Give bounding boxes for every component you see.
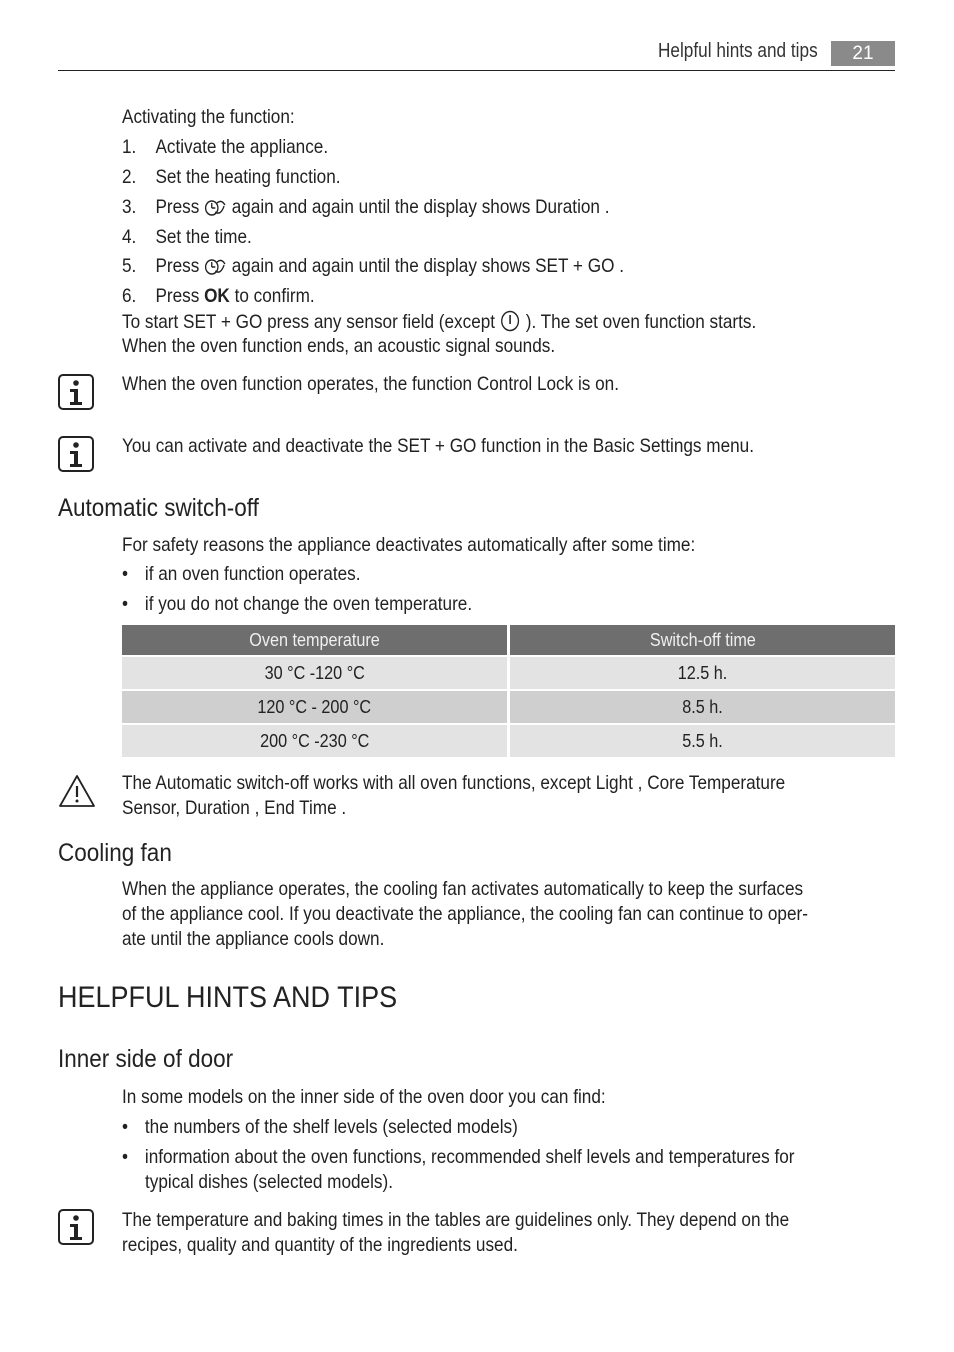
warning-icon bbox=[57, 773, 97, 814]
note-basic-settings: You can activate and deactivate the SET + GO function in the Basic Settings menu. bbox=[122, 435, 754, 457]
step-text: Press bbox=[155, 196, 200, 218]
note-control-lock: When the oven function operates, the function Control Lock is on. bbox=[122, 373, 619, 395]
running-header-title: Helpful hints and tips bbox=[658, 40, 818, 62]
table-cell bbox=[510, 691, 895, 725]
start-text: To start SET + GO press any sensor field (except bbox=[122, 311, 496, 333]
column-header-oven-temperature bbox=[122, 625, 510, 657]
step-5 bbox=[122, 254, 624, 282]
note-guidelines-line2: recipes, quality and quantity of the ingredients used. bbox=[122, 1234, 518, 1256]
start-text-cont: ). The set oven function starts. bbox=[525, 311, 757, 333]
cell-text: 12.5 h. bbox=[677, 662, 728, 683]
cooling-fan-text-line2: of the appliance cool. If you deactivate the appliance, the cooling fan can continue to oper- bbox=[122, 903, 808, 925]
step-number: 5. bbox=[122, 255, 137, 277]
bullet: • bbox=[122, 563, 129, 585]
step-number: 6. bbox=[122, 285, 137, 307]
list-item-text: information about the oven functions, recommended shelf levels and temperatures for bbox=[144, 1146, 795, 1168]
step-3 bbox=[122, 195, 610, 223]
list-item-continuation: typical dishes (selected models). bbox=[145, 1171, 393, 1193]
step-text-cont: again and again until the display shows Duration . bbox=[231, 196, 610, 218]
table-header-row bbox=[122, 625, 895, 657]
step-text: Press bbox=[155, 255, 200, 277]
table-cell bbox=[122, 725, 510, 759]
step-text-cont: again and again until the display shows SET + GO . bbox=[231, 255, 624, 277]
step-text: Set the heating function. bbox=[155, 166, 341, 188]
table-row bbox=[122, 725, 895, 759]
inner-door-intro: In some models on the inner side of the oven door you can find: bbox=[122, 1086, 606, 1108]
info-icon bbox=[58, 1209, 94, 1250]
bullet: • bbox=[122, 1116, 129, 1138]
table-cell bbox=[122, 691, 510, 725]
step-number: 1. bbox=[122, 136, 137, 158]
heading-inner-side-of-door: Inner side of door bbox=[58, 1045, 234, 1073]
info-icon bbox=[58, 436, 94, 477]
timer-icon bbox=[204, 197, 227, 223]
info-icon bbox=[58, 374, 94, 415]
step-number: 2. bbox=[122, 166, 137, 188]
timer-icon bbox=[204, 256, 227, 282]
list-item bbox=[122, 562, 360, 586]
auto-off-intro: For safety reasons the appliance deactivates automatically after some time: bbox=[122, 534, 696, 556]
step-4 bbox=[122, 225, 252, 249]
table-row bbox=[122, 657, 895, 691]
bullet: • bbox=[122, 1146, 129, 1168]
step-number: 4. bbox=[122, 226, 137, 248]
heading-cooling-fan: Cooling fan bbox=[58, 839, 172, 867]
cooling-fan-text-line3: ate until the appliance cools down. bbox=[122, 928, 385, 950]
step-text-cont: to confirm. bbox=[234, 285, 315, 307]
warning-text-line2: Sensor, Duration , End Time . bbox=[122, 797, 347, 819]
note-guidelines-line1: The temperature and baking times in the tables are guidelines only. They depend on the bbox=[122, 1209, 790, 1231]
list-item bbox=[122, 1115, 518, 1139]
warning-text-line1: The Automatic switch-off works with all oven functions, except Light , Core Temperature bbox=[122, 772, 786, 794]
ok-key-label: OK bbox=[204, 285, 230, 307]
step-text: Activate the appliance. bbox=[155, 136, 329, 158]
step-2 bbox=[122, 165, 341, 189]
list-item-text: the numbers of the shelf levels (selected models) bbox=[144, 1116, 518, 1138]
header-text: Oven temperature bbox=[249, 629, 380, 650]
page-number: 21 bbox=[831, 41, 895, 66]
step-number: 3. bbox=[122, 196, 137, 218]
table-cell bbox=[122, 657, 510, 691]
table-row bbox=[122, 691, 895, 725]
cell-text: 200 °C -230 °C bbox=[259, 730, 370, 751]
list-item bbox=[122, 592, 472, 616]
table-cell bbox=[510, 725, 895, 759]
step-6 bbox=[122, 284, 315, 308]
cell-text: 8.5 h. bbox=[682, 696, 723, 717]
activating-intro: Activating the function: bbox=[122, 106, 295, 128]
table-cell bbox=[510, 657, 895, 691]
list-item-text: if an oven function operates. bbox=[144, 563, 361, 585]
step-1 bbox=[122, 135, 328, 159]
list-item-text: if you do not change the oven temperature. bbox=[144, 593, 473, 615]
cell-text: 5.5 h. bbox=[682, 730, 723, 751]
section-title: HELPFUL HINTS AND TIPS bbox=[58, 981, 398, 1014]
cell-text: 120 °C - 200 °C bbox=[257, 696, 372, 717]
header-text: Switch-off time bbox=[649, 629, 756, 650]
header-rule bbox=[58, 70, 895, 71]
step-text: Set the time. bbox=[155, 226, 252, 248]
column-header-switch-off-time bbox=[510, 625, 895, 657]
list-item bbox=[122, 1145, 794, 1169]
heading-automatic-switch-off: Automatic switch-off bbox=[58, 494, 259, 522]
switch-off-table bbox=[122, 625, 895, 759]
bullet: • bbox=[122, 593, 129, 615]
step-text: Press bbox=[155, 285, 200, 307]
end-signal-text: When the oven function ends, an acoustic signal sounds. bbox=[122, 335, 556, 357]
cooling-fan-text-line1: When the appliance operates, the cooling fan activates automatically to keep the surfaces bbox=[122, 878, 804, 900]
cell-text: 30 °C -120 °C bbox=[264, 662, 365, 683]
